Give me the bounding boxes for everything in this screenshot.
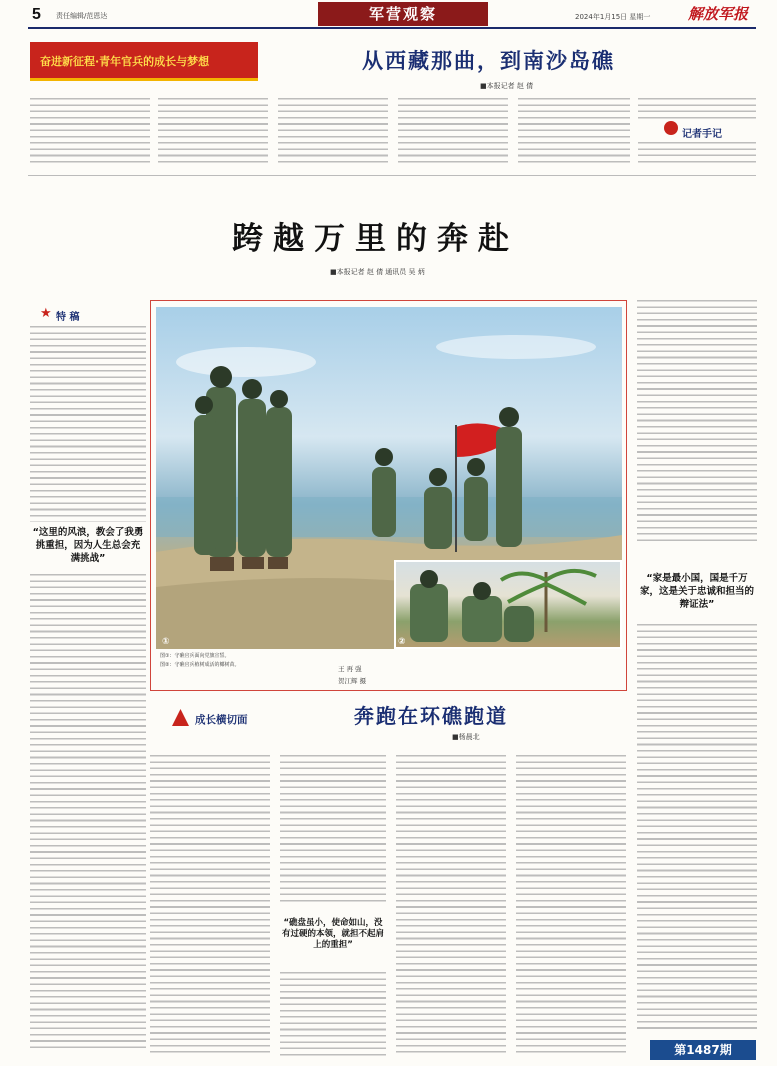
star-icon: ★ [40, 306, 52, 321]
photo-caption-2: 图②：守礁官兵植树成活的椰树苗。 [160, 662, 240, 668]
newspaper-logo: 解放军报 [688, 5, 749, 23]
feature-subhead-1: “这里的风浪，教会了我勇挑重担，因为人生总会充满挑战” [32, 527, 144, 564]
photo-credit-1: 王 再 强 [338, 665, 362, 673]
bottom-article-column-1 [150, 755, 270, 1055]
top-article-title: 从西藏那曲，到南沙岛礁 [362, 48, 615, 73]
column-label: 成长横切面 [195, 714, 248, 726]
bottom-article-title: 奔跑在环礁跑道 [354, 704, 508, 728]
bottom-article-column-2 [280, 755, 386, 905]
issue-date: 2024年1月15日 星期一 [575, 13, 651, 21]
photo-1-marker: ① [162, 637, 170, 647]
top-article-column-1 [30, 98, 150, 164]
banner-accent-bar [30, 78, 258, 81]
issue-number-badge: 第1487期 [650, 1040, 756, 1060]
feature-title: 跨越万里的奔赴 [232, 221, 519, 257]
top-article-column-2 [158, 98, 268, 164]
section-title: 军营观察 [318, 2, 488, 26]
bottom-article-column-2b [280, 972, 386, 1056]
pull-quote: “礁盘虽小，使命如山，没有过硬的本领，就担不起肩上的重担” [281, 918, 384, 950]
bottom-article-column-3 [396, 755, 506, 1055]
column-marker-icon [172, 709, 189, 726]
notes-marker-icon [664, 121, 678, 135]
feature-byline: ■本报记者 赵 倩 通讯员 吴 炳 [330, 268, 425, 276]
feature-left-column-2 [30, 574, 146, 1050]
top-article-byline: ■本报记者 赵 倩 [480, 82, 534, 90]
top-article-column-4 [398, 98, 508, 164]
photo-credits [338, 663, 366, 687]
top-article-column-3 [278, 98, 388, 164]
feature-right-column-1 [637, 300, 757, 542]
photo-caption-1: 图①：守礁官兵面向党旗宣誓。 [160, 653, 230, 659]
photo-2-marker: ② [398, 637, 406, 647]
header-rule [28, 27, 756, 29]
bottom-article-byline: ■杨晨北 [452, 733, 480, 741]
inset-photo [394, 560, 622, 649]
photo-captions [160, 652, 239, 670]
notes-label: 记者手记 [682, 129, 722, 140]
feature-left-column-1 [30, 326, 146, 522]
top-article-column-6b [638, 142, 756, 164]
feature-right-column-2 [637, 624, 757, 1032]
top-article-column-5 [518, 98, 630, 164]
series-banner-text: 奋进新征程·青年官兵的成长与梦想 [40, 55, 210, 68]
feature-subhead-2: “家是最小国，国是千万家，这是关于忠诚和担当的辩证法” [639, 573, 754, 610]
top-article-column-6 [638, 98, 756, 120]
special-report-label: 特 稿 [56, 312, 80, 323]
bottom-article-column-4 [516, 755, 626, 1055]
section-divider [28, 175, 756, 176]
soldiers-planting-palm-image [396, 562, 620, 647]
editor-credit: 责任编辑/范恩达 [56, 12, 108, 20]
photo-credit-2: 贺江辉 摄 [338, 677, 367, 685]
page-number: 5 [32, 6, 41, 23]
